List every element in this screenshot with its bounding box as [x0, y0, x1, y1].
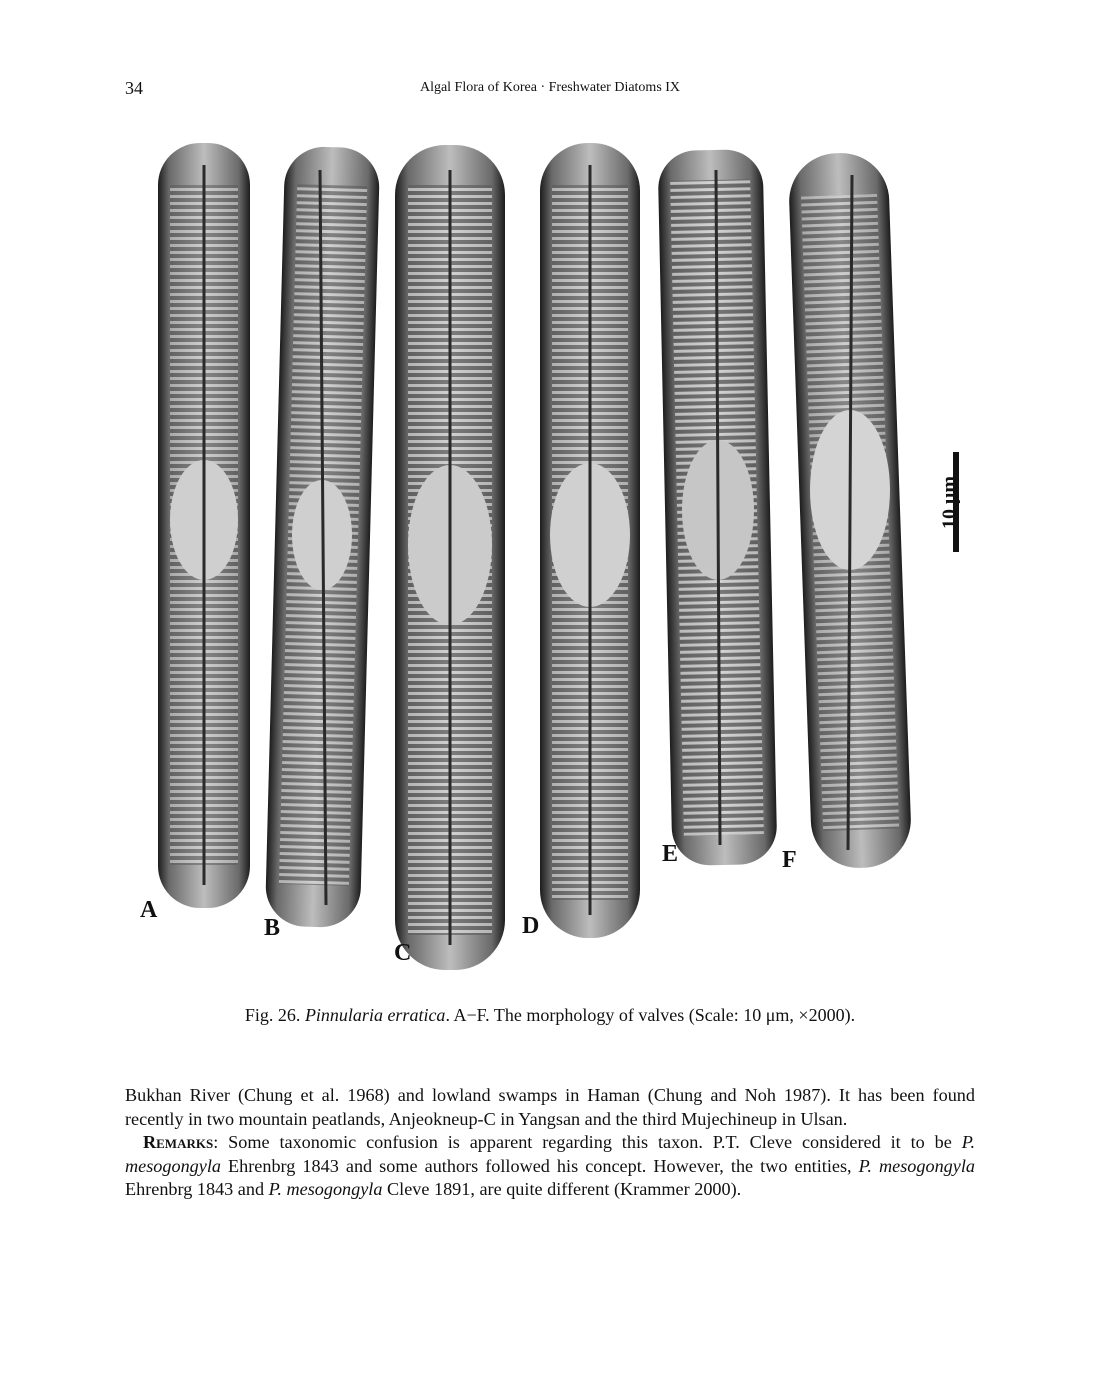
species-name: Pinnularia erratica: [304, 1005, 446, 1025]
diatom-micrographs: [140, 125, 970, 975]
panel-label-a: A: [140, 897, 158, 923]
panel-label-c: C: [394, 940, 412, 966]
species-ref: P. mesogongyla: [268, 1179, 383, 1200]
page-header: [125, 78, 975, 100]
panel-label-e: E: [662, 841, 679, 867]
species-ref: P. mesogongyla: [125, 1132, 975, 1176]
panel-label-d: D: [522, 913, 540, 939]
page-number: 34: [125, 78, 143, 98]
diatom-valve-a: [158, 143, 250, 908]
species-ref: P. mesogongyla: [858, 1155, 975, 1176]
diatom-valve-e: [658, 149, 778, 866]
figure-number: Fig. 26.: [244, 1005, 301, 1025]
paragraph-remarks: [125, 1131, 975, 1202]
figure-caption: [125, 1005, 975, 1026]
panel-label-f: F: [782, 847, 797, 873]
remarks-text-3: Ehrenbrg 1843 and: [125, 1179, 269, 1200]
running-title: Algal Flora of Korea · Freshwater Diatoms IX: [419, 80, 681, 95]
diatom-valve-c: [395, 145, 505, 970]
diatom-figure: [140, 125, 970, 975]
scale-label: 10 μm: [938, 476, 961, 529]
caption-text: . A−F. The morphology of valves (Scale: 10 μm, ×2000).: [445, 1005, 856, 1025]
remarks-text-1: : Some taxonomic confusion is apparent regarding this taxon. P.T. Cleve considered it to be: [213, 1132, 962, 1153]
paragraph-distribution: Bukhan River (Chung et al. 1968) and lowland swamps in Haman (Chung and Noh 1987). It has been found recently in two mountain peatlands, Anjeokneup-C in Yangsan and the third Mujechineup in Ulsan.: [125, 1085, 975, 1129]
remarks-text-2: Ehrenbrg 1843 and some authors followed his concept. However, the two entities,: [220, 1155, 859, 1176]
remarks-label: Remarks: [143, 1132, 214, 1153]
diatom-valve-d: [540, 143, 640, 938]
diatom-valve-f: [788, 151, 913, 869]
remarks-text-4: Cleve 1891, are quite different (Krammer 2000).: [382, 1179, 742, 1200]
body-text: [125, 1084, 975, 1202]
panel-label-b: B: [264, 915, 281, 941]
diatom-valve-b: [265, 146, 380, 928]
